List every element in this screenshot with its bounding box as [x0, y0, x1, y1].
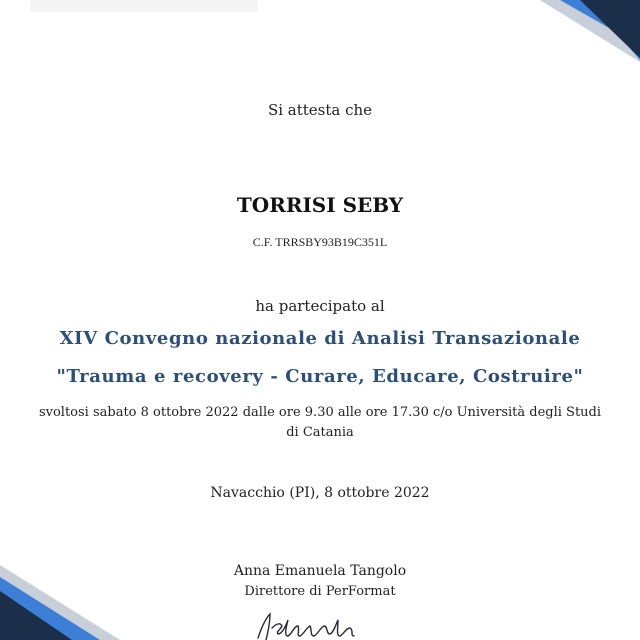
handwritten-signature	[250, 612, 390, 640]
event-title: XIV Convegno nazionale di Analisi Transazionale	[59, 328, 581, 349]
top-faint-bar	[30, 0, 258, 12]
fiscal-code: C.F. TRRSBY93B19C351L	[252, 235, 388, 249]
participant-name: TORRISI SEBY	[236, 193, 404, 217]
participation-statement: ha partecipato al	[255, 297, 385, 315]
attestation-intro: Si attesta che	[267, 101, 373, 119]
signatory-name: Anna Emanuela Tangolo	[233, 563, 407, 579]
place-and-date: Navacchio (PI), 8 ottobre 2022	[210, 485, 430, 501]
event-subtitle: "Trauma e recovery - Curare, Educare, Costruire"	[56, 366, 584, 387]
signatory-role: Direttore di PerFormat	[244, 584, 396, 599]
top-right-corner-decoration	[520, 0, 640, 70]
event-details: svoltosi sabato 8 ottobre 2022 dalle ore 9.30 alle ore 17.30 c/o Università degli Studi di Catania	[38, 405, 602, 440]
